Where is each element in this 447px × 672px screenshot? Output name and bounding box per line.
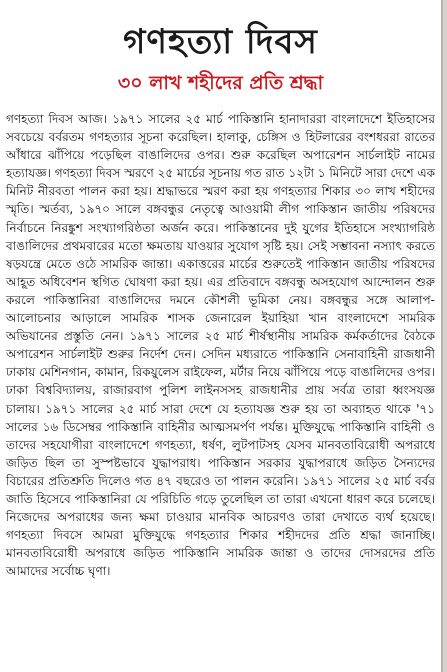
page-edge — [441, 0, 447, 672]
subheadline: ৩০ লাখ শহীদের প্রতি শ্রদ্ধা — [117, 72, 324, 94]
article-body: গণহত্যা দিবস আজ। ১৯৭১ সালের ২৫ মার্চ পাকিস্তানি হানাদাররা বাংলাদেশে ইতিহাসের সবচেয়ে বর্বরতম গণহত্যার সূচনা করেছিল। হালাকু, চেঙ্গিস ও হিটলারের বংশধররা রাতের আঁধারে ঝাঁপিয়ে পড়েছিল বাঙালিদের ওপর। শুরু করেছিল অপারেশন সার্চলাইট নামের হত্যাযজ্ঞ। গণহত্যা দিবস স্মরণে ২৫ মার্চের সূচনায় গত রাত ১২টা ১ মিনিটে সারা দেশে এক মিনিট নীরবতা পালন করা হয়। শ্রদ্ধাভরে স্মরণ করা হয় গণহত্যার শিকার ৩০ লাখ শহীদের স্মৃতি। স্মর্তব্য, ১৯৭০ সালে বঙ্গবন্ধুর নেতৃত্বে আওয়ামী লীগ পাকিস্তান জাতীয় পরিষদের নির্বাচনে নিরঙ্কুশ সংখ্যাগরিষ্ঠতা অর্জন করে। পাকিস্তানের দুই যুগের ইতিহাসে সংখ্যাগরিষ্ঠ বাঙালিদের প্রথমবারের মতো ক্ষমতায় যাওয়ার সুযোগ সৃষ্টি হয়। সেই সম্ভাবনা নস্যাৎ করতে ষড়যন্ত্রে মেতে ওঠে সামরিক জান্তা। একাত্তরের মার্চের শুরুতেই পাকিস্তান জাতীয় পরিষদের আহূত অধিবেশন স্থগিত ঘোষণা করা হয়। এর প্রতিবাদে বঙ্গবন্ধু অসহযোগ আন্দোলন শুরু করলে পাকিস্তানিরা বাঙালিদের দমনে কৌশলী ভূমিকা নেয়। বঙ্গবন্ধুর সঙ্গে আলাপ-আলোচনার আড়ালে সামরিক শাসক জেনারেল ইয়াহিয়া খান বাংলাদেশে সামরিক অভিযানের প্রস্তুতি নেন। ১৯৭১ সালের ২৫ মার্চ শীর্ষস্থানীয় সামরিক কর্মকর্তাদের বৈঠকে অপারেশন সার্চলাইট শুরুর নির্দেশ দেন। সেদিন মধ্যরাতে পাকিস্তানি সেনাবাহিনী রাজধানী ঢাকায় মেশিনগান, কামান, রিকয়ুলেস রাইফেল, মর্টার নিয়ে ঝাঁপিয়ে পড়ে বাঙালিদের ওপর। ঢাকা বিশ্ববিদ্যালয়, রাজারবাগ পুলিশ লাইনসসহ রাজধানীর প্রায় সর্বত্র তারা ধ্বংসযজ্ঞ চালায়। ১৯৭১ সালের ২৫ মার্চ সারা দেশে যে হত্যাযজ্ঞ শুরু হয় তা অব্যাহত থাকে '৭১ সালের ১৬ ডিসেম্বর পাকিস্তানি বাহিনীর আত্মসমর্পণ পর্যন্ত। মুক্তিযুদ্ধে পাকিস্তানি বাহিনী ও তাদের সহযোগীরা বাংলাদেশে গণহত্যা, ধর্ষণ, লুটপাটসহ যেসব মানবতাবিরোধী অপরাধে জড়িত ছিল তা সুস্পষ্টভাবে যুদ্ধাপরাধ। পাকিস্তান সরকার যুদ্ধাপরাধে জড়িত সৈন্যদের বিচারের প্রতিশ্রুতি দিলেও গত ৪৭ বছরেও তা পালন করেনি। ১৯৭১ সালের ২৫ মার্চ বর্বর জাতি হিসেবে পাকিস্তানিরা যে পরিচিতি গড়ে তুলেছিল তা তারা এখনো ধারণ করে চলেছে। নিজেদের অপরাধের জন্য ক্ষমা চাওয়ার মানবিক আচরণও তারা দেখাতে ব্যর্থ হয়েছে। গণহত্যা দিবসে আমরা মুক্তিযুদ্ধে গণহত্যার শিকার শহীদদের প্রতি শ্রদ্ধা জানাচ্ছি। মানবতাবিরোধী অপরাধে জড়িত পাকিস্তানি সামরিক জান্তা ও তাদের দোসরদের প্রতি আমাদের সর্বোচ্চ ঘৃণা। — [6, 112, 435, 579]
headline: গণহত্যা দিবস — [123, 22, 318, 62]
